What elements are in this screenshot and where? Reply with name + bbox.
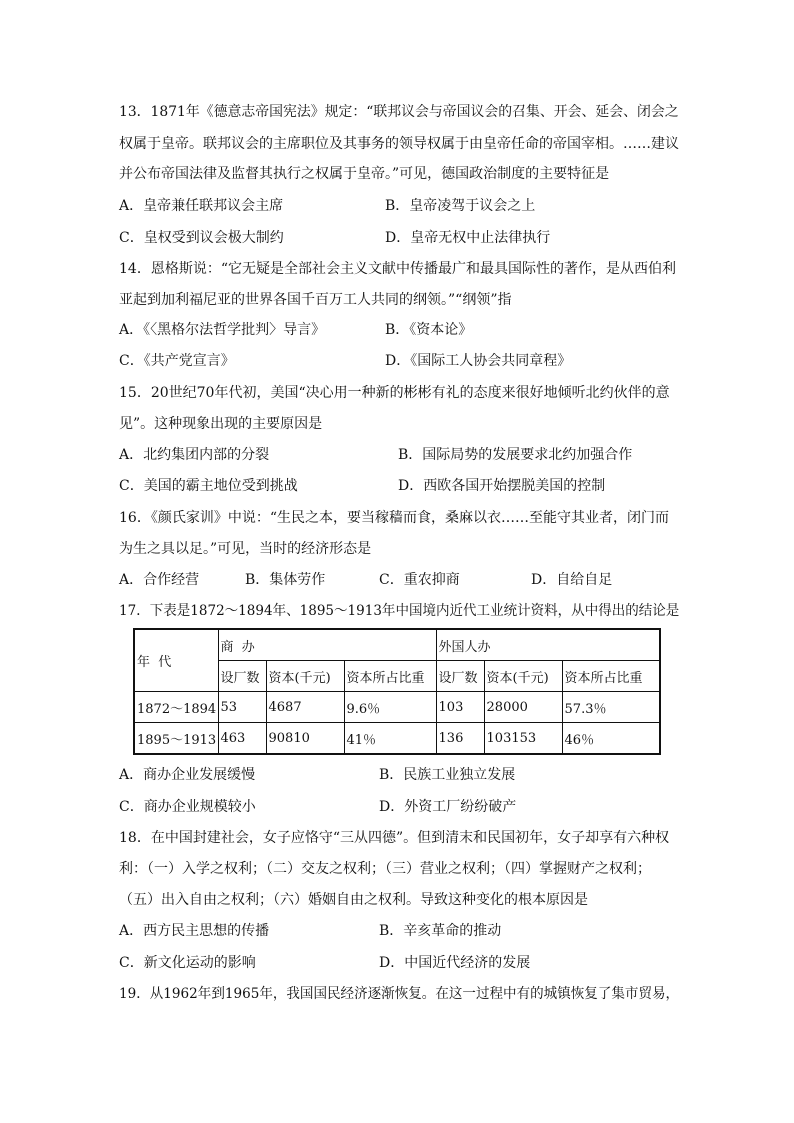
table-subheader: 设厂数 xyxy=(436,661,484,692)
question-17-option-a: A．商办企业发展缓慢 xyxy=(119,767,256,783)
question-14-option-d: D．《国际工人协会共同章程》 xyxy=(385,353,572,369)
table-subheader: 资本(千元) xyxy=(266,661,344,692)
question-13-stem-line-3: 并公布帝国法律及监督其执行之权属于皇帝。”可见，德国政治制度的主要特征是 xyxy=(119,166,610,182)
table-header-foreign-run: 外国人办 xyxy=(436,629,660,661)
question-17-option-c: C．商办企业规模较小 xyxy=(119,799,256,815)
question-13-option-d: D．皇帝无权中止法律执行 xyxy=(385,230,551,246)
question-13-stem-line-2: 权属于皇帝。联邦议会的主席职位及其事务的领导权属于由皇帝任命的帝国宰相。……建议 xyxy=(119,136,679,152)
table-header-year: 年 代 xyxy=(134,629,218,692)
question-13-option-a: A．皇帝兼任联邦议会主席 xyxy=(119,198,284,214)
question-17-option-d: D．外资工厂纷纷破产 xyxy=(379,799,517,815)
table-subheader: 资本(千元) xyxy=(484,661,562,692)
question-15-stem-line-2: 见”。这种现象出现的主要原因是 xyxy=(119,416,323,432)
question-13-option-c: C．皇权受到议会极大制约 xyxy=(119,230,284,246)
question-15-option-c: C．美国的霸主地位受到挑战 xyxy=(119,478,298,494)
question-15-option-d: D．西欧各国开始摆脱美国的控制 xyxy=(398,478,606,494)
question-18-option-c: C．新文化运动的影响 xyxy=(119,955,256,971)
table-cell: 28000 xyxy=(484,692,562,723)
question-14-option-a: A．《〈黑格尔法哲学批判〉导言》 xyxy=(119,322,326,338)
question-16-option-d: D．自给自足 xyxy=(531,572,613,588)
table-cell: 1872～1894 xyxy=(134,692,218,723)
table-cell: 136 xyxy=(436,723,484,755)
question-15-option-a: A．北约集团内部的分裂 xyxy=(119,447,270,463)
question-14-stem-line-1: 14．恩格斯说：“它无疑是全部社会主义文献中传播最广和最具国际性的著作，是从西伯利 xyxy=(119,261,676,277)
question-15-stem-line-1: 15．20世纪70年代初，美国“决心用一种新的彬彬有礼的态度来很好地倾听北约伙伴的意 xyxy=(119,385,670,401)
table-header-row xyxy=(134,629,660,661)
question-14-option-b: B．《资本论》 xyxy=(385,322,473,338)
question-14-option-c: C．《共产党宣言》 xyxy=(119,353,235,369)
table-subheader: 资本所占比重 xyxy=(344,661,436,692)
table-subheader: 资本所占比重 xyxy=(562,661,660,692)
table-cell: 1895～1913 xyxy=(134,723,218,755)
question-16-stem-line-2: 为生之具以足。”可见，当时的经济形态是 xyxy=(119,541,372,557)
table-row xyxy=(134,723,660,755)
table-header-merchant-run: 商 办 xyxy=(218,629,436,661)
question-18-stem-line-3: （五）出入自由之权利；（六）婚姻自由之权利。导致这种变化的根本原因是 xyxy=(119,892,588,908)
table-cell: 103153 xyxy=(484,723,562,755)
question-14-stem-line-2: 亚起到加利福尼亚的世界各国千百万工人共同的纲领。”“纲领”指 xyxy=(119,292,512,308)
question-17-stem-line-1: 17．下表是1872～1894年、1895～1913年中国境内近代工业统计资料，从中得出的结论是 xyxy=(119,603,680,619)
question-13-stem-line-1: 13．1871年《德意志帝国宪法》规定：“联邦议会与帝国议会的召集、开会、延会、闭会之 xyxy=(119,104,679,120)
question-18-stem-line-1: 18．在中国封建社会，女子应恪守“三从四德”。但到清末和民国初年，女子却享有六种权 xyxy=(119,830,670,846)
table-row xyxy=(134,692,660,723)
question-19-stem-line-1: 19．从1962年到1965年，我国国民经济逐渐恢复。在这一过程中有的城镇恢复了集市贸易， xyxy=(119,986,680,1002)
question-16-option-c: C．重农抑商 xyxy=(379,572,460,588)
question-16-stem-line-1: 16．《颜氏家训》中说：“生民之本，要当稼穑而食，桑麻以衣……至能守其业者，闭门而 xyxy=(119,510,669,526)
table-cell: 103 xyxy=(436,692,484,723)
question-15-option-b: B．国际局势的发展要求北约加强合作 xyxy=(398,447,633,463)
question-18-stem-line-2: 利：（一）入学之权利；（二）交友之权利；（三）营业之权利；（四）掌握财产之权利； xyxy=(119,861,651,877)
table-cell: 57.3％ xyxy=(562,692,660,723)
question-16-option-b: B．集体劳作 xyxy=(245,572,326,588)
table-cell: 463 xyxy=(218,723,266,755)
table-cell: 9.6％ xyxy=(344,692,436,723)
question-17-option-b: B．民族工业独立发展 xyxy=(379,767,516,783)
question-18-option-a: A．西方民主思想的传播 xyxy=(119,923,270,939)
table-subheader: 设厂数 xyxy=(218,661,266,692)
table-cell: 90810 xyxy=(266,723,344,755)
question-18-option-b: B．辛亥革命的推动 xyxy=(379,923,502,939)
industry-statistics-table xyxy=(133,628,661,755)
table-cell: 46％ xyxy=(562,723,660,755)
question-18-option-d: D．中国近代经济的发展 xyxy=(379,955,531,971)
question-13-option-b: B．皇帝凌驾于议会之上 xyxy=(385,198,536,214)
table-cell: 53 xyxy=(218,692,266,723)
question-16-option-a: A．合作经营 xyxy=(119,572,200,588)
table-cell: 4687 xyxy=(266,692,344,723)
table-cell: 41％ xyxy=(344,723,436,755)
